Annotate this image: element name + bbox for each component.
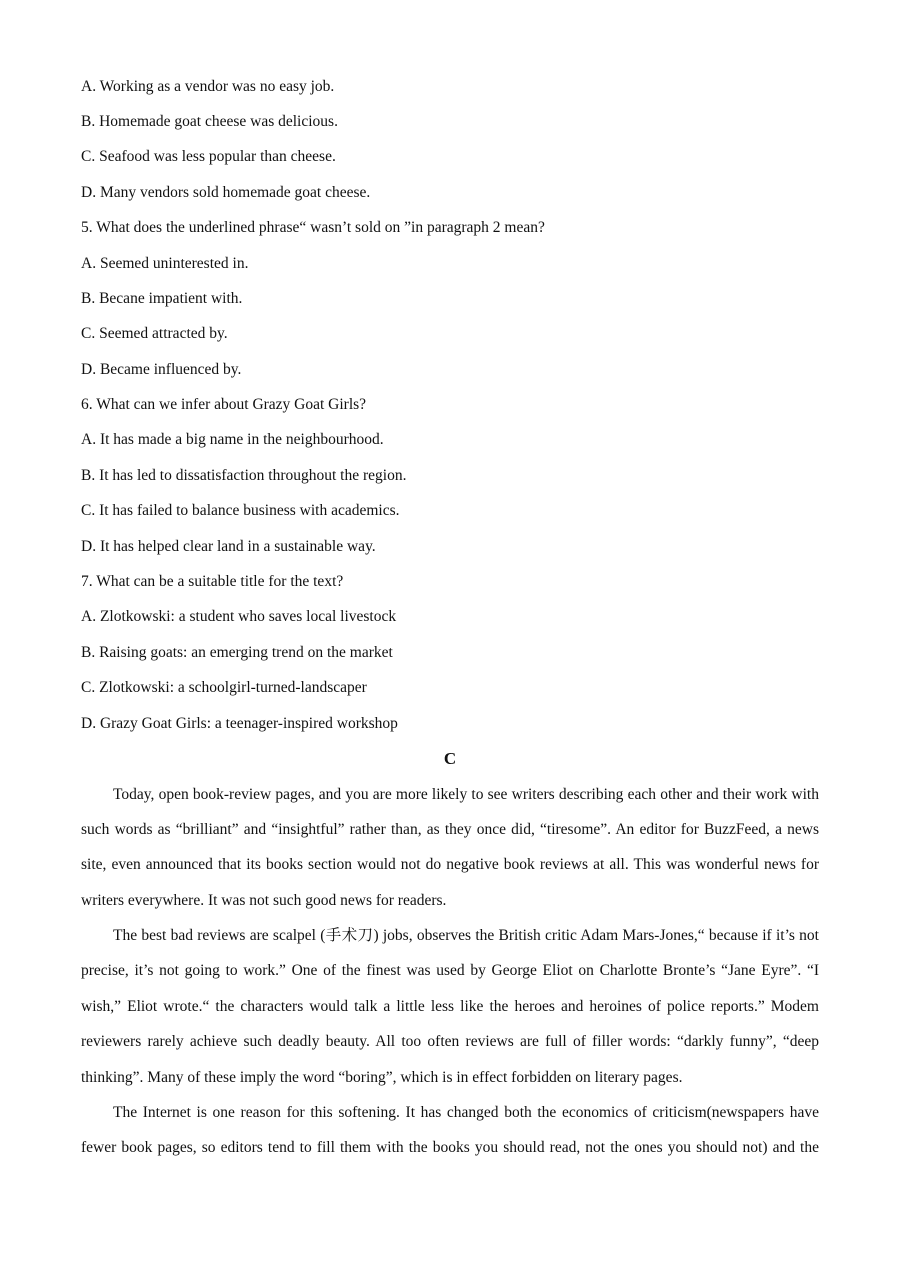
q6-stem: 6. What can we infer about Grazy Goat Girls? — [81, 396, 367, 413]
para1-line: site, even announced that its books section would not do negative book reviews at all. This was wonderful news for — [81, 856, 819, 873]
q5-stem: 5. What does the underlined phrase“ wasn’t sold on ”in paragraph 2 mean? — [81, 219, 545, 236]
q7-option-b: B. Raising goats: an emerging trend on the market — [81, 644, 393, 661]
q5-option-d: D. Became influenced by. — [81, 361, 242, 378]
q7-option-d: D. Grazy Goat Girls: a teenager-inspired workshop — [81, 715, 398, 732]
q6-option-c: C. It has failed to balance business with academics. — [81, 502, 400, 519]
q6-option-b: B. It has led to dissatisfaction throughout the region. — [81, 467, 407, 484]
para1-line: such words as “brilliant” and “insightful” rather than, as they once did, “tiresome”. An editor for BuzzFeed, a news — [81, 821, 819, 838]
para1-line: writers everywhere. It was not such good news for readers. — [81, 892, 447, 909]
q4-option-a: A. Working as a vendor was no easy job. — [81, 78, 335, 95]
para2-line: wish,” Eliot wrote.“ the characters would talk a little less like the heroes and heroines of police reports.” Modem — [81, 998, 819, 1015]
q7-stem: 7. What can be a suitable title for the text? — [81, 573, 344, 590]
q4-option-d: D. Many vendors sold homemade goat cheese. — [81, 184, 371, 201]
para3-line: The Internet is one reason for this softening. It has changed both the economics of criticism(newspapers have — [113, 1104, 819, 1121]
para2-line: precise, it’s not going to work.” One of the finest was used by George Eliot on Charlotte Bronte’s “Jane Eyre”. “I — [81, 962, 819, 979]
q7-option-a: A. Zlotkowski: a student who saves local livestock — [81, 608, 397, 625]
section-c-title: C — [443, 749, 457, 768]
q5-option-b: B. Becane impatient with. — [81, 290, 243, 307]
para2-line: thinking”. Many of these imply the word “boring”, which is in effect forbidden on literary pages. — [81, 1069, 683, 1086]
q5-option-a: A. Seemed uninterested in. — [81, 255, 249, 272]
q4-option-b: B. Homemade goat cheese was delicious. — [81, 113, 338, 130]
para2-line: The best bad reviews are scalpel (手术刀) jobs, observes the British critic Adam Mars-Jones,“ because if it’s not — [113, 927, 819, 944]
para2-line: reviewers rarely achieve such deadly beauty. All too often reviews are full of filler words: “darkly funny”, “deep — [81, 1033, 819, 1050]
q6-option-d: D. It has helped clear land in a sustainable way. — [81, 538, 376, 555]
q6-option-a: A. It has made a big name in the neighbourhood. — [81, 431, 384, 448]
q7-option-c: C. Zlotkowski: a schoolgirl-turned-landscaper — [81, 679, 367, 696]
para1-line: Today, open book-review pages, and you are more likely to see writers describing each other and their work with — [113, 786, 819, 803]
para3-line: fewer book pages, so editors tend to fill them with the books you should read, not the ones you should not) and the — [81, 1139, 819, 1156]
q4-option-c: C. Seafood was less popular than cheese. — [81, 148, 336, 165]
q5-option-c: C. Seemed attracted by. — [81, 325, 228, 342]
